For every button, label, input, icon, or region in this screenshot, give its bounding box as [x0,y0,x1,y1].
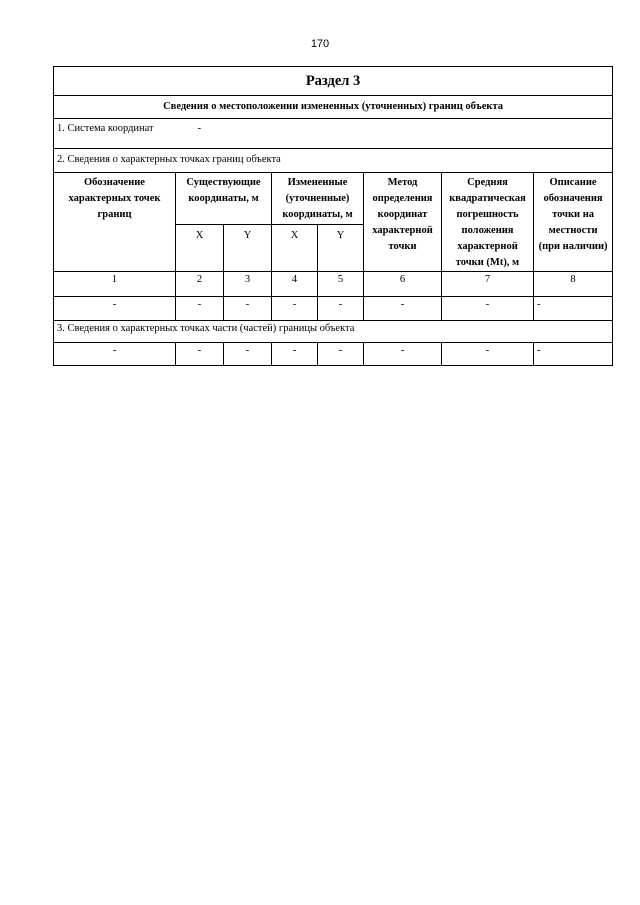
column-number: 5 [318,272,364,297]
parts-cell: - [318,343,364,366]
col-existing-y: Y [224,225,272,272]
points-cell: - [224,297,272,321]
parts-cell: - [442,343,534,366]
points-cell: - [176,297,224,321]
parts-cell: - [272,343,318,366]
col-changed-y: Y [318,225,364,272]
parts-cell: - [534,343,613,366]
section-subtitle: Сведения о местоположении измененных (уточненных) границ объекта [54,96,613,119]
points-cell: - [442,297,534,321]
column-number: 4 [272,272,318,297]
section-table [53,66,613,366]
col-changed-header: Измененные (уточненные) координаты, м [272,173,364,225]
points-cell: - [364,297,442,321]
parts-cell: - [224,343,272,366]
col-error-header: Средняя квадратическая погрешность положения характерной точки (Mt), м [442,173,534,272]
parts-cell: - [176,343,224,366]
points-cell: - [272,297,318,321]
column-number: 3 [224,272,272,297]
section-title: Раздел 3 [54,67,613,96]
column-number: 1 [54,272,176,297]
column-number: 2 [176,272,224,297]
col-method-header: Метод определения координат характерной точки [364,173,442,272]
points-cell: - [534,297,613,321]
parts-cell: - [54,343,176,366]
col-description-header: Описание обозначения точки на местности (при наличии) [534,173,613,272]
col-designation-header: Обозначение характерных точек границ [54,173,176,272]
column-number: 8 [534,272,613,297]
points-section-label: 2. Сведения о характерных точках границ объекта [54,149,613,173]
col-existing-header: Существующие координаты, м [176,173,272,225]
points-cell: - [318,297,364,321]
col-changed-x: X [272,225,318,272]
coordinate-system-row [54,119,613,149]
page-number: 170 [310,38,330,50]
coordinate-system-value: - [197,123,202,134]
parts-cell: - [364,343,442,366]
col-existing-x: X [176,225,224,272]
points-cell: - [54,297,176,321]
parts-section-label: 3. Сведения о характерных точках части (частей) границы объекта [54,321,613,343]
coordinate-system-label: 1. Система координат [57,123,154,134]
column-number: 7 [442,272,534,297]
column-number: 6 [364,272,442,297]
